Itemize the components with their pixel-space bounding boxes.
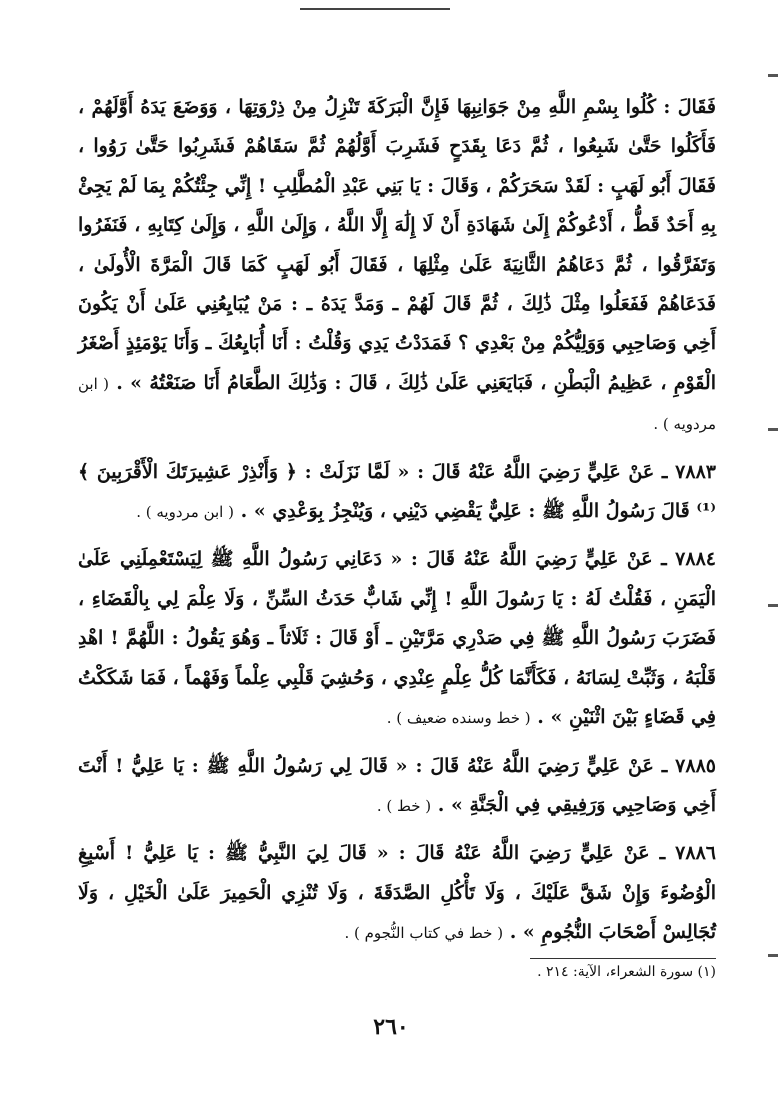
hadith-7885 xyxy=(78,747,716,827)
paragraph xyxy=(78,88,716,445)
margin-mark xyxy=(768,604,778,607)
margin-mark xyxy=(768,74,778,77)
source-reference: ( ابن مردويه ) . xyxy=(136,503,234,522)
hadith-7886 xyxy=(78,834,716,953)
hadith-7883 xyxy=(78,453,716,533)
margin-mark xyxy=(768,428,778,431)
page-number: ٢٦٠ xyxy=(373,1014,409,1040)
paragraph-text: ٧٨٨٥ ـ عَنْ عَلِيٍّ رَضِيَ اللَّهُ عَنْهُ قَالَ : « قَالَ لِي رَسُولُ اللَّهِ ﷺ : يَا عَلِيُّ ! أَنْتَ أَخِي وَصَاحِبِي وَرَفِيقِي فِي الْجَنَّةِ » . xyxy=(78,754,716,816)
hadith-7884 xyxy=(78,540,716,738)
paragraph-text: ٧٨٨٤ ـ عَنْ عَلِيٍّ رَضِيَ اللَّهُ عَنْهُ قَالَ : « دَعَانِي رَسُولُ اللَّهِ ﷺ لِيَسْتَعْمِلَنِي عَلَىٰ الْيَمَنِ ، فَقُلْتُ لَهُ : يَا رَسُولَ اللَّهِ ! إِنِّي شَابٌّ حَدَثُ السِّنِّ ، وَلَا عِلْمَ لِي بِالْقَضَاءِ ، فَضَرَبَ رَسُولُ اللَّهِ ﷺ فِي صَدْرِي مَرَّتَيْنِ ـ أَوْ قَالَ : ثَلَاثاً ـ وَهُوَ يَقُولُ : اللَّهُمَّ ! اهْدِ قَلْبَهُ ، وَثَبِّتْ لِسَانَهُ ، فَكَأَنَّمَا كُلُّ عِلْمٍ عِنْدِي ، وَحُشِيَ قَلْبِي عِلْماً وَفَهْماً ، فَمَا شَكَكْتُ فِي قَضَاءٍ بَيْنَ اثْنَيْنِ » . xyxy=(78,548,716,729)
paragraph-text: فَقَالَ : كُلُوا بِسْمِ اللَّهِ مِنْ جَوَانِبِهَا فَإِنَّ الْبَرَكَةَ تَنْزِلُ مِنْ ذِرْوَتِهَا ، وَوَضَعَ يَدَهُ أَوَّلَهُمْ ، فَأَكَلُوا حَتَّىٰ شَبِعُوا ، ثُمَّ دَعَا بِقَدَحٍ فَشَرِبَ أَوَّلُهُمْ ثُمَّ سَقَاهُمْ فَشَرِبُوا حَتَّىٰ رَوُوا ، فَقَالَ أَبُو لَهَبٍ : لَقَدْ سَحَرَكُمْ ، وَقَالَ : يَا بَنِي عَبْدِ الْمُطَّلِبِ ! إِنِّي جِئْتُكُمْ بِمَا لَمْ يَجِئْ بِهِ أَحَدٌ قَطُّ ، أَدْعُوكُمْ إِلَىٰ شَهَادَةِ أَنْ لَا إِلَٰهَ إِلَّا اللَّهُ ، وَإِلَىٰ اللَّهِ ، وَإِلَىٰ كِتَابِهِ ، فَنَفَرُوا وَتَفَرَّقُوا ، ثُمَّ دَعَاهُمُ الثَّانِيَةَ عَلَىٰ مِثْلِهَا ، فَقَالَ أَبُو لَهَبٍ كَمَا قَالَ الْمَرَّةَ الْأُولَىٰ ، فَدَعَاهُمْ فَفَعَلُوا مِثْلَ ذَٰلِكَ ، ثُمَّ قَالَ لَهُمْ ـ وَمَدَّ يَدَهُ ـ : مَنْ يُبَايِعُنِي عَلَىٰ أَنْ يَكُونَ أَخِي وَصَاحِبِي وَوَلِيُّكُمْ مِنْ بَعْدِي ؟ فَمَدَدْتُ يَدِي وَقُلْتُ : أَنَا أُبَايِعُكَ ـ وَأَنَا يَوْمَئِذٍ أَصْغَرُ الْقَوْمِ ، عَظِيمُ الْبَطْنِ ، فَبَايَعَنِي عَلَىٰ ذَٰلِكَ ، قَالَ : وَذَٰلِكَ الطَّعَامُ أَنَا صَنَعْتُهُ » . xyxy=(78,96,716,394)
footnote-separator xyxy=(530,958,716,959)
source-reference: ( خط ) . xyxy=(376,796,432,815)
source-reference: ( خط وسنده ضعيف ) . xyxy=(386,709,531,728)
source-reference: ( خط في كتاب النُّجوم ) . xyxy=(344,924,504,943)
paragraph-text: ٧٨٨٦ ـ عَنْ عَلِيٍّ رَضِيَ اللَّهُ عَنْهُ قَالَ : « قَالَ لِيَ النَّبِيُّ ﷺ : يَا عَلِيُّ ! أَسْبِغِ الْوُضُوءَ وَإِنْ شَقَّ عَلَيْكَ ، وَلَا تَأْكُلِ الصَّدَقَةَ ، وَلَا تُنْزِي الْحَمِيرَ عَلَىٰ الْخَيْلِ ، وَلَا تُجَالِسْ أَصْحَابَ النُّجُومِ » . xyxy=(78,842,716,944)
footnote: (١) سورة الشعراء، الآية: ٢١٤ . xyxy=(537,964,716,980)
source-reference: ( ابن مردويه ) . xyxy=(78,374,716,434)
margin-mark xyxy=(768,954,778,957)
main-text xyxy=(78,88,716,954)
top-rule xyxy=(300,8,450,10)
paragraph-text: ٧٨٨٣ ـ عَنْ عَلِيٍّ رَضِيَ اللَّهُ عَنْهُ قَالَ : « لَمَّا نَزَلَتْ : ﴿ وَأَنْذِرْ عَشِيرَتَكَ الْأَقْرَبِينَ ﴾⁽¹⁾ قَالَ رَسُولُ اللَّهِ ﷺ : عَلِيٌّ يَقْضِي دَيْنِي ، وَيُنْجِزُ بِوَعْدِي » . xyxy=(78,460,716,523)
